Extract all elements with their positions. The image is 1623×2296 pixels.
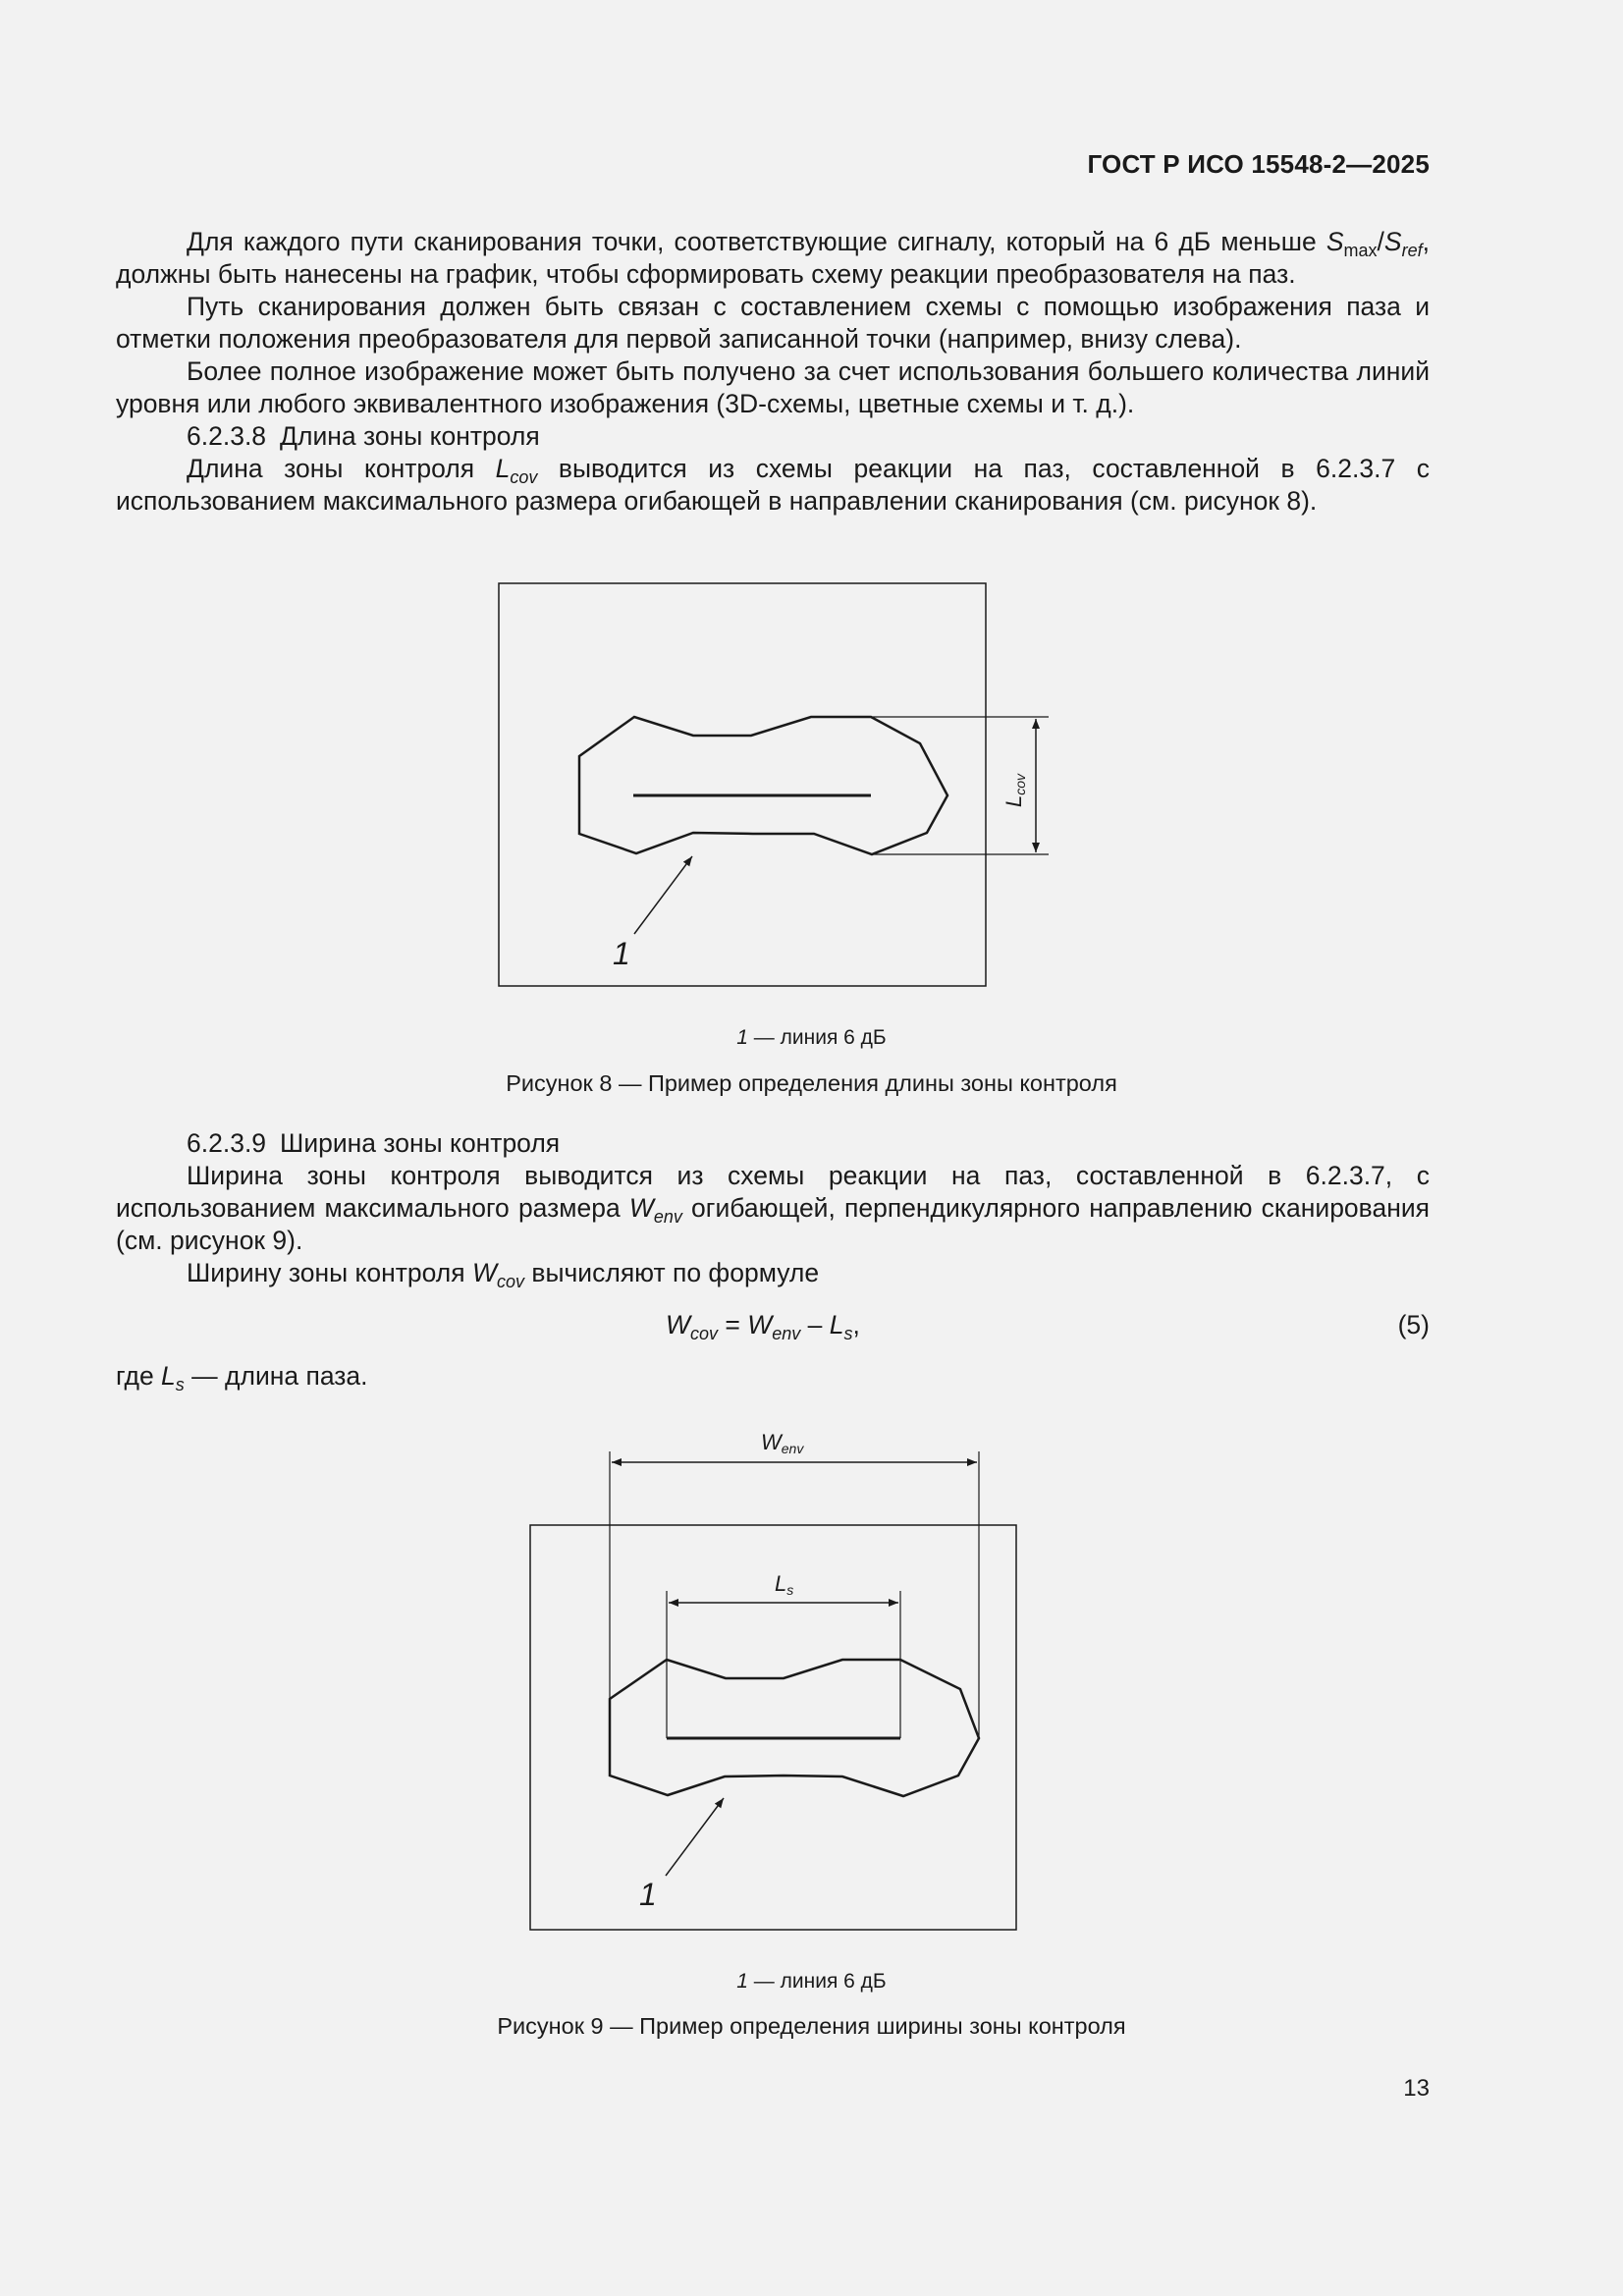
figure-8-caption: Рисунок 8 — Пример определения длины зоны контроля: [506, 1070, 1117, 1096]
figure-8-callout-number: 1: [613, 936, 630, 971]
page-number: 13: [1403, 2075, 1430, 2102]
figure-8-frame: [499, 583, 986, 986]
figure-9-callout-leader: [666, 1798, 724, 1876]
paragraph-scan-path: Путь сканирования должен быть связан с составлением схемы с помощью изображения паза и отметки положения преобразователя для первой записанной точки (например, внизу слева).: [116, 292, 1430, 354]
figure-9-caption: Рисунок 9 — Пример определения ширины зоны контроля: [497, 2013, 1126, 2039]
formula-5: [116, 1301, 1430, 1350]
paragraph-complete-image: Более полное изображение может быть получено за счет использования большего количества линий уровня или любого эквивалентного изображения (3D-схемы, цветные схемы и т. д.).: [116, 356, 1430, 418]
figure-9-wenv-label: Wenv: [761, 1430, 804, 1456]
text-block-lower: [116, 1127, 1430, 1393]
figure-9-legend: 1 — линия 6 дБ: [736, 1970, 887, 1993]
figure-9-ls-label: Ls: [775, 1571, 794, 1598]
figure-8-envelope-6db: [579, 717, 947, 854]
paragraph-coverage-width: Ширина зоны контроля выводится из схемы реакции на паз, составленной в 6.2.3.7, с использованием максимального размера $W_{env}$ огибающей, перпендикулярного направлению сканирования (см. рисунок 9).: [116, 1161, 1430, 1255]
paragraph-formula-intro: Ширину зоны контроля $W_{cov}$ вычисляют по формуле: [187, 1258, 820, 1291]
formula-where-clause: где $L_s$ — длина паза.: [116, 1361, 368, 1394]
section-heading-6238: 6.2.3.8 Длина зоны контроля: [187, 421, 540, 451]
figure-9-callout-number: 1: [639, 1877, 657, 1912]
figure-8-legend: 1 — линия 6 дБ: [736, 1026, 887, 1049]
figure-8-callout-leader: [634, 856, 692, 934]
figure-8-dimension-label: Lcov: [1001, 773, 1028, 807]
section-heading-6239: 6.2.3.9 Ширина зоны контроля: [187, 1128, 561, 1158]
document-header: ГОСТ Р ИСО 15548-2—2025: [1087, 149, 1430, 179]
figure-9-envelope-6db: [610, 1660, 979, 1796]
paragraph-response-plot: Для каждого пути сканирования точки, соответствующие сигналу, который на 6 дБ меньше $S_{max}/S_{ref}$, должны быть нанесены на график, чтобы сформировать схему реакции преобразователя на паз.: [116, 227, 1430, 289]
formula-expression: $W_{cov} = W_{env} - L_s$,: [666, 1310, 860, 1343]
paragraph-coverage-length: Длина зоны контроля $L_{cov}$ выводится из схемы реакции на паз, составленной в 6.2.3.7 с использованием максимального размера огибающей в направлении сканирования (см. рисунок 8).: [116, 454, 1430, 516]
figure-9-diagram: [0, 1375, 1623, 1974]
figure-9-frame: [530, 1525, 1016, 1930]
figure-8-diagram: [0, 0, 1623, 1080]
formula-number: (5): [1397, 1310, 1430, 1339]
